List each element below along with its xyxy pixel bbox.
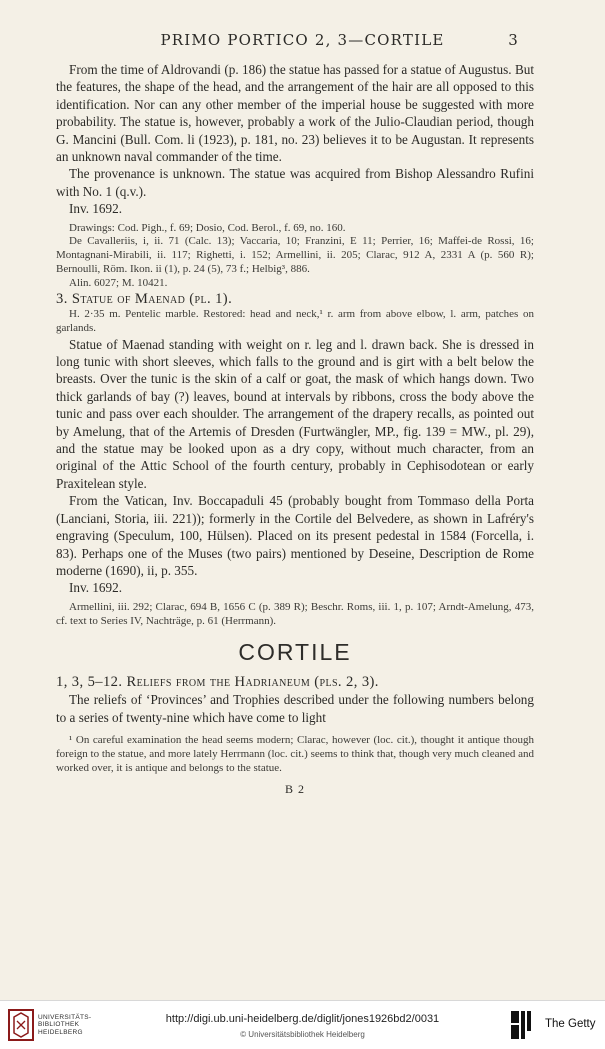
- footnote-text: ¹ On careful examination the head seems modern; Clarac, however (loc. cit.), thought it antique though foreign to the statue, and more lately Herrmann (loc. cit.) seems to think that, though very much cleaned and worked over, it is antique and belongs to the statue.: [56, 733, 534, 774]
- footnote: [56, 734, 534, 775]
- paragraph-maenad-description: Statue of Maenad standing with weight on r. leg and l. drawn back. She is dressed in long tunic with short sleeves, which falls to the ground and is girt with a belt below the breasts. Over the tunic is the skin of a calf or goat, the mask of which hangs down. Two thick garlands of bay (?) leaves, bound at intervals by ribbons, cross the body above the tunic and pass over each shoulder. The arrangement of the drapery recalls, as pointed out by Amelung, that of the Artemis of Dresden (Furtwängler, MP., fig. 139 = MW., pl. 29), and the statue may be looked upon as a dry copy, without much character, from an original of the Attic School of the fourth century, probably in Cephisodotean or early Praxitelean style.: [56, 336, 534, 491]
- section-number: 3.: [56, 290, 68, 307]
- page-number: 3: [508, 31, 519, 49]
- getty-logo-icon: [510, 1010, 532, 1040]
- section-heading-reliefs: [56, 674, 534, 691]
- copyright: © Universitätsbibliothek Heidelberg: [240, 1030, 365, 1039]
- section-number: 1, 3, 5–12.: [56, 673, 123, 690]
- references-text: Armellini, iii. 292; Clarac, 694 B, 1656 C (p. 389 R); Beschr. Roms, iii. 1, p. 107; Arndt-Amelung, 473, cf. text to Series IV, Nachträge, p. 61 (Herrmann).: [56, 600, 534, 627]
- dimensions-text: H. 2·35 m. Pentelic marble. Restored: head and neck,¹ r. arm from above elbow, l. arm, patches on garlands.: [56, 308, 534, 334]
- paragraph-augustus: From the time of Aldrovandi (p. 186) the statue has passed for a statue of Augustus. But the features, the shape of the head, and the arrangement of the hair are all opposed to this identification. Nor can any other member of the imperial house be suggested with more probability. The statue is, however, probably a work of the Julio-Claudian period, though G. Mancini (Bull. Com. li (1923), p. 181, no. 23) believes it to be Augustan. It represents an unknown naval commander of the time.: [56, 62, 534, 165]
- section-title-cortile: CORTILE: [238, 639, 352, 666]
- paragraph-provenance: The provenance is unknown. The statue was acquired from Bishop Alessandro Rufini with No. 1 (q.v.).: [56, 166, 534, 199]
- section-title: Statue of Maenad (pl. 1).: [71, 290, 233, 307]
- body-text: [56, 61, 534, 799]
- partner-name: The Getty: [545, 1018, 596, 1030]
- section-heading-maenad: [56, 291, 534, 308]
- references-block-1: [56, 222, 534, 291]
- paragraph-reliefs: The reliefs of ‘Provinces’ and Trophies described under the following numbers belong to a series of twenty-nine which have come to light: [56, 692, 534, 725]
- signature-mark: B 2: [284, 782, 305, 797]
- references-photos: Alin. 6027; M. 10421.: [69, 276, 168, 289]
- running-header: [0, 31, 605, 49]
- references-block-2: [56, 601, 534, 629]
- header-title: PRIMO PORTICO 2, 3—CORTILE: [160, 31, 445, 49]
- references-bibliography: De Cavalleriis, i, ii. 71 (Calc. 13); Vaccaria, 10; Franzini, E 11; Perrier, 16; Maffei-de Rossi, 16; Montagnani-Mirabili, ii. 117; Righetti, i. 152; Armellini, ii. 205; Clarac, 912 A, 2331 A (p. 560 R); Bernoulli, Röm. Ikon. ii (1), p. 24 (5), 73 f.; Helbig³, 886.: [56, 235, 534, 276]
- permalink[interactable]: http://digi.ub.uni-heidelberg.de/diglit/jones1926bd2/0031: [165, 1013, 440, 1025]
- maenad-dimensions: [56, 308, 534, 336]
- section-title: Reliefs from the Hadrianeum (pls. 2, 3).: [126, 673, 379, 690]
- footer-bar: [0, 1000, 605, 1049]
- institution-text: UNIVERSITÄTS- BIBLIOTHEK HEIDELBERG: [38, 1014, 92, 1036]
- paragraph-maenad-history: From the Vatican, Inv. Boccapaduli 45 (probably bought from Tommaso della Porta (Lanciani, Storia, iii. 221)); formerly in the Cortile del Belvedere, as shown in Lafréry's engraving (Speculum, 100, Hülsen). Placed on its present pedestal in 1584 (Forcella, i. 83). Perhaps one of the Muses (two pairs) mentioned by Deseine, Description de Rome moderne (1690), ii, p. 355.: [56, 493, 534, 578]
- inventory-number: Inv. 1692.: [69, 201, 122, 217]
- references-drawings: Drawings: Cod. Pigh., f. 69; Dosio, Cod. Berol., f. 69, no. 160.: [69, 221, 346, 234]
- inventory-number: Inv. 1692.: [69, 580, 122, 596]
